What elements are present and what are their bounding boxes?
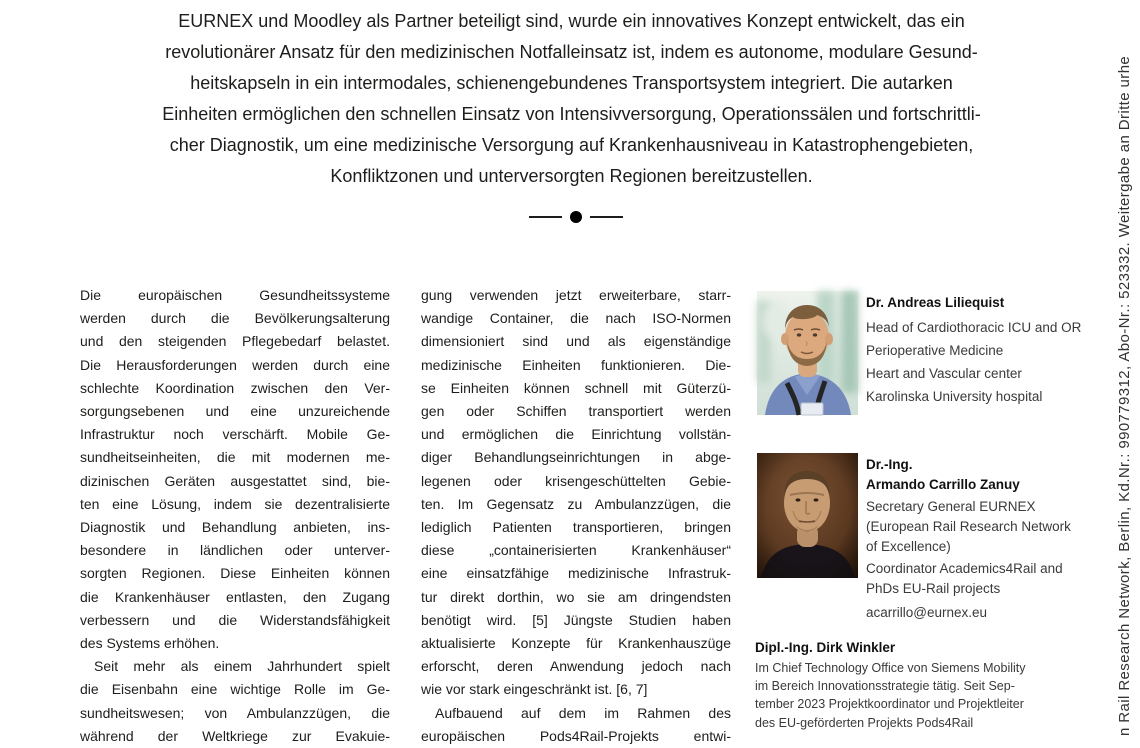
- text-line: gen oder Schiffen transportiert werden: [421, 403, 731, 420]
- text-line: (European Rail Research Network: [866, 518, 1071, 534]
- text-line: wandige Container, die nach ISO-Normen: [421, 310, 731, 327]
- text-line: sorgten Regionen. Diese Einheiten können: [80, 565, 390, 582]
- text-line: schlechte Koordination zwischen den Ver-: [80, 379, 390, 396]
- text-line: heitskapseln in ein intermodales, schienengebundenes Transportsystem integriert. Die autarken: [190, 73, 953, 93]
- text-line: tember 2023 Projektkoordinator und Projektleiter: [755, 697, 1024, 712]
- text-line: eine einsatzfähige medizinische Infrastruk-: [421, 565, 731, 582]
- text-line: des Systems erhöhen.: [80, 635, 220, 652]
- text-line: des EU-geförderten Projekts Pods4Rail: [755, 715, 974, 730]
- text-line: Seit mehr als einem Jahrhundert spielt: [94, 658, 390, 675]
- author-bio-group: [755, 659, 1117, 732]
- text-line: verbessern und die Widerstandsfähigkeit: [80, 611, 390, 628]
- author-bio: [755, 638, 1117, 732]
- author-email: acarrillo@eurnex.eu: [866, 604, 988, 620]
- text-line: aktualisierte Konzepte für Krankenhauszüge: [421, 635, 731, 652]
- text-line: Diagnostik und Behandlung anbieten, ins-: [80, 519, 390, 536]
- divider-line-right: [590, 216, 623, 218]
- text-line: während der Weltkriege zur Evakuie-: [80, 727, 390, 744]
- author-bio-group: [866, 559, 1100, 599]
- text-line: sundheitswesen; von Ambulanzzügen, die: [80, 704, 390, 721]
- text-line: und den steigenden Pflegebedarf belastet.: [80, 333, 390, 350]
- text-line: lediglich Patienten transportieren, bringen: [421, 519, 731, 536]
- article-column-left: [80, 284, 390, 748]
- text-line: tur direkt dorthin, wo sie am dringendsten: [421, 588, 731, 605]
- author-photo: [757, 291, 858, 415]
- text-line: Konfliktzonen und unterversorgten Regionen bereitzustellen.: [330, 166, 813, 186]
- lead-paragraph: [95, 6, 1048, 192]
- text-line: Die Herausforderungen werden durch eine: [80, 356, 390, 373]
- text-line: medizinische Einheiten funktionieren. Die-: [421, 356, 731, 373]
- text-line: revolutionärer Ansatz für den medizinischen Notfalleinsatz ist, indem es autonome, modulare Gesund-: [165, 42, 978, 62]
- article-column-middle: [421, 284, 731, 748]
- text-line: dizinischen Geräten ausgestattet sind, bie-: [80, 472, 390, 489]
- text-line: Infrastruktur noch verschärft. Mobile Ge-: [80, 426, 390, 443]
- text-line: sundheitseinheiten, die mit modernen me-: [80, 449, 390, 466]
- text-line: werden durch die Bevölkerungsalterung: [80, 310, 390, 327]
- text-line: Secretary General EURNEX: [866, 499, 1036, 514]
- text-line: und ermöglichen die Einrichtung vollstän-: [421, 426, 731, 443]
- text-line: cher Diagnostik, um eine medizinische Versorgung auf Krankenhausniveau in Katastrophengebieten,: [169, 135, 974, 155]
- text-line: Perioperative Medicine: [866, 343, 1004, 358]
- text-line: Head of Cardiothoracic ICU and OR: [866, 320, 1082, 335]
- text-line: Aufbauend auf dem im Rahmen des: [435, 704, 731, 721]
- author-bio-group: [866, 497, 1100, 556]
- text-line: legenen oder krisengeschüttelten Gebie-: [421, 472, 731, 489]
- text-line: wie vor stark eingeschränkt ist. [6, 7]: [421, 681, 648, 698]
- section-divider: [528, 210, 624, 224]
- dot-divider-icon: [570, 211, 582, 223]
- vertical-copyright-text: n Rail Research Network, Berlin, Kd.Nr.: 990779312, Abo-Nr.: 523332. Weitergabe an Dritte urhe: [1116, 55, 1133, 736]
- text-line: ten. Im Gegensatz zu Ambulanzzügen, die: [421, 495, 731, 512]
- text-line: sorgungsebenen und eine unzureichende: [80, 403, 390, 420]
- author-name: Dr.-Ing.: [866, 457, 913, 472]
- text-line: ten eine Lösung, indem sie dezentralisierte: [80, 495, 390, 512]
- text-line: Die europäischen Gesundheitssysteme: [80, 287, 390, 303]
- text-line: Heart and Vascular center: [866, 366, 1022, 381]
- text-line: europäischen Pods4Rail-Projekts entwi-: [421, 727, 731, 744]
- text-line: die Eisenbahn eine wichtige Rolle im Ge-: [80, 681, 390, 698]
- text-line: gung verwenden jetzt erweiterbare, starr-: [421, 287, 731, 303]
- author-photo: [757, 453, 858, 578]
- author-bio-group: [866, 316, 1100, 408]
- author-name: Dr. Andreas Liliequist: [866, 295, 1005, 310]
- text-line: Karolinska University hospital: [866, 389, 1043, 404]
- text-line: erforscht, deren Anwendung jedoch nach: [421, 658, 731, 675]
- divider-line-left: [529, 216, 562, 218]
- author-name: Dipl.-Ing. Dirk Winkler: [755, 640, 896, 655]
- author-bio: [866, 455, 1100, 623]
- author-name: Armando Carrillo Zanuy: [866, 476, 1020, 492]
- text-line: im Bereich Innovationsstrategie tätig. Seit Sep-: [755, 679, 1015, 694]
- text-line: Coordinator Academics4Rail and: [866, 561, 1063, 577]
- text-line: benötigt wird. [5] Jüngste Studien haben: [421, 611, 731, 628]
- text-line: se Einheiten können schnell mit Güterzü-: [421, 379, 731, 396]
- author-panel-winkler: [755, 638, 1117, 732]
- text-line: diger Behandlungseinrichtungen in abge-: [421, 449, 731, 466]
- text-line: PhDs EU-Rail projects: [866, 581, 1001, 597]
- text-line: of Excellence): [866, 538, 951, 554]
- text-line: EURNEX und Moodley als Partner beteiligt sind, wurde ein innovatives Konzept entwickelt, das ein: [178, 11, 965, 31]
- text-line: Im Chief Technology Office von Siemens Mobility: [755, 661, 1026, 675]
- text-line: besondere in ländlichen oder unterver-: [80, 542, 390, 559]
- text-line: dimensioniert sind und als eigenständige: [421, 333, 731, 350]
- text-line: die Krankenhäuser entlasten, den Zugang: [80, 588, 390, 605]
- text-line: diese „containerisierten Krankenhäuser“: [421, 542, 731, 559]
- author-bio: [866, 293, 1100, 408]
- text-line: Einheiten ermöglichen den schnellen Einsatz von Intensivversorgung, Operationssälen und fortschrittli-: [162, 104, 981, 124]
